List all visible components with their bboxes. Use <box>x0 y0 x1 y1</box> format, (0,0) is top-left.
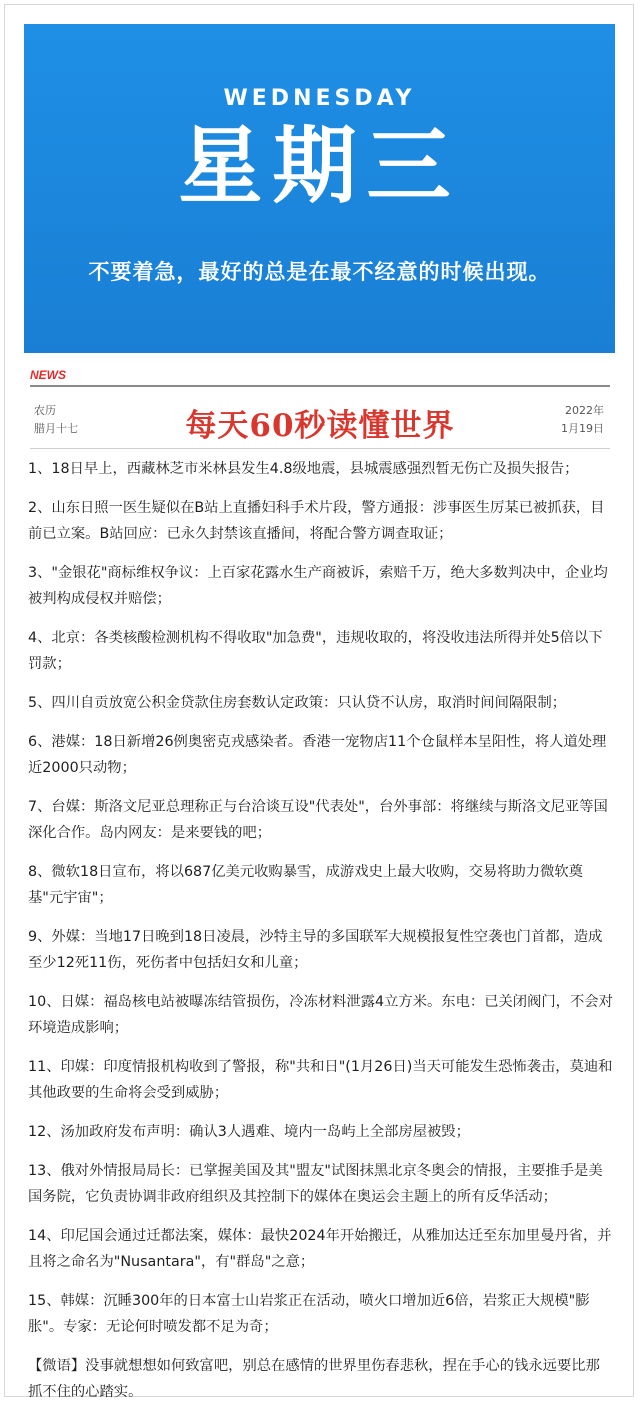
news-item: 5、四川自贡放宽公积金贷款住房套数认定政策：只认贷不认房，取消时间间隔限制； <box>28 695 567 711</box>
news-item: 1、18日早上，西藏林芝市米林县发生4.8级地震，县城震感强烈暂无伤亡及损失报告； <box>28 461 579 477</box>
header-divider <box>30 385 610 387</box>
news-item: 13、俄对外情报局局长：已掌握美国及其"盟友"试图抹黑北京冬奥会的情报，主要推手是美国务院，它负责协调非政府组织及其控制下的媒体在奥运会主题上的所有反华活动； <box>28 1163 603 1205</box>
news-item: 11、印媒：印度情报机构收到了警报，称"共和日"(1月26日)当天可能发生恐怖袭击，莫迪和其他政要的生命将会受到威胁； <box>28 1059 613 1101</box>
news-item: 4、北京：各类核酸检测机构不得收取"加急费"，违规收取的，将没收违法所得并处5倍以下罚款； <box>28 630 603 672</box>
news-item: 9、外媒：当地17日晚到18日凌晨，沙特主导的多国联军大规模报复性空袭也门首都，造成至少12死11伤，死伤者中包括妇女和儿童； <box>28 929 603 971</box>
weekday-banner <box>24 24 615 353</box>
gregorian-date-block <box>561 402 604 438</box>
page-title: 每天60秒读懂世界 <box>185 408 455 444</box>
news-item: 15、韩媒：沉睡300年的日本富士山岩浆正在活动，喷火口增加近6倍，岩浆正大规模"膨胀"。专家：无论何时喷发都不足为奇； <box>28 1293 590 1335</box>
weekday-chinese: 星期三 <box>178 117 461 215</box>
news-item: 8、微软18日宣布，将以687亿美元收购暴雪，成游戏史上最大收购，交易将助力微软奠基"元宇宙"； <box>28 864 583 906</box>
news-item: 10、日媒：福岛核电站被曝冻结管损伤，冷冻材料泄露4立方米。东电：已关闭阀门，不会对环境造成影响； <box>28 994 613 1036</box>
lunar-date: 腊月十七 <box>34 422 78 435</box>
news-item: 7、台媒：斯洛文尼亚总理称正与台洽谈互设"代表处"，台外事部：将继续与斯洛文尼亚等国深化合作。岛内网友：是来要钱的吧； <box>28 799 608 841</box>
news-item: 2、山东日照一医生疑似在B站上直播妇科手术片段，警方通报：涉事医生厉某已被抓获，目前已立案。B站回应：已永久封禁该直播间，将配合警方调查取证； <box>28 500 605 542</box>
news-item: 14、印尼国会通过迁都法案，媒体：最快2024年开始搬迁，从雅加达迁至东加里曼丹省，并且将之命名为"Nusantara"，有"群岛"之意； <box>28 1228 612 1270</box>
date-year: 2022年 <box>565 404 604 417</box>
news-list <box>28 456 614 1405</box>
daily-quote: 【微语】没事就想想如何致富吧，别总在感情的世界里伤春悲秋，捏在手心的钱永远要比那抓不住的心踏实。 <box>28 1358 600 1400</box>
news-label: NEWS <box>30 368 66 382</box>
banner-motto: 不要着急，最好的总是在最不经意的时候出现。 <box>88 260 551 284</box>
weekday-english: WEDNESDAY <box>223 86 416 111</box>
title-divider <box>30 448 610 449</box>
news-item: 6、港媒：18日新增26例奥密克戎感染者。香港一宠物店11个仓鼠样本呈阳性，将人道处理近2000只动物； <box>28 734 607 776</box>
lunar-label: 农历 <box>34 404 56 417</box>
date-month-day: 1月19日 <box>561 422 604 435</box>
news-item: 3、"金银花"商标维权争议：上百家花露水生产商被诉，索赔千万，绝大多数判决中，企业均被判构成侵权并赔偿； <box>28 565 608 607</box>
news-item: 12、汤加政府发布声明：确认3人遇难、境内一岛屿上全部房屋被毁； <box>28 1124 470 1140</box>
